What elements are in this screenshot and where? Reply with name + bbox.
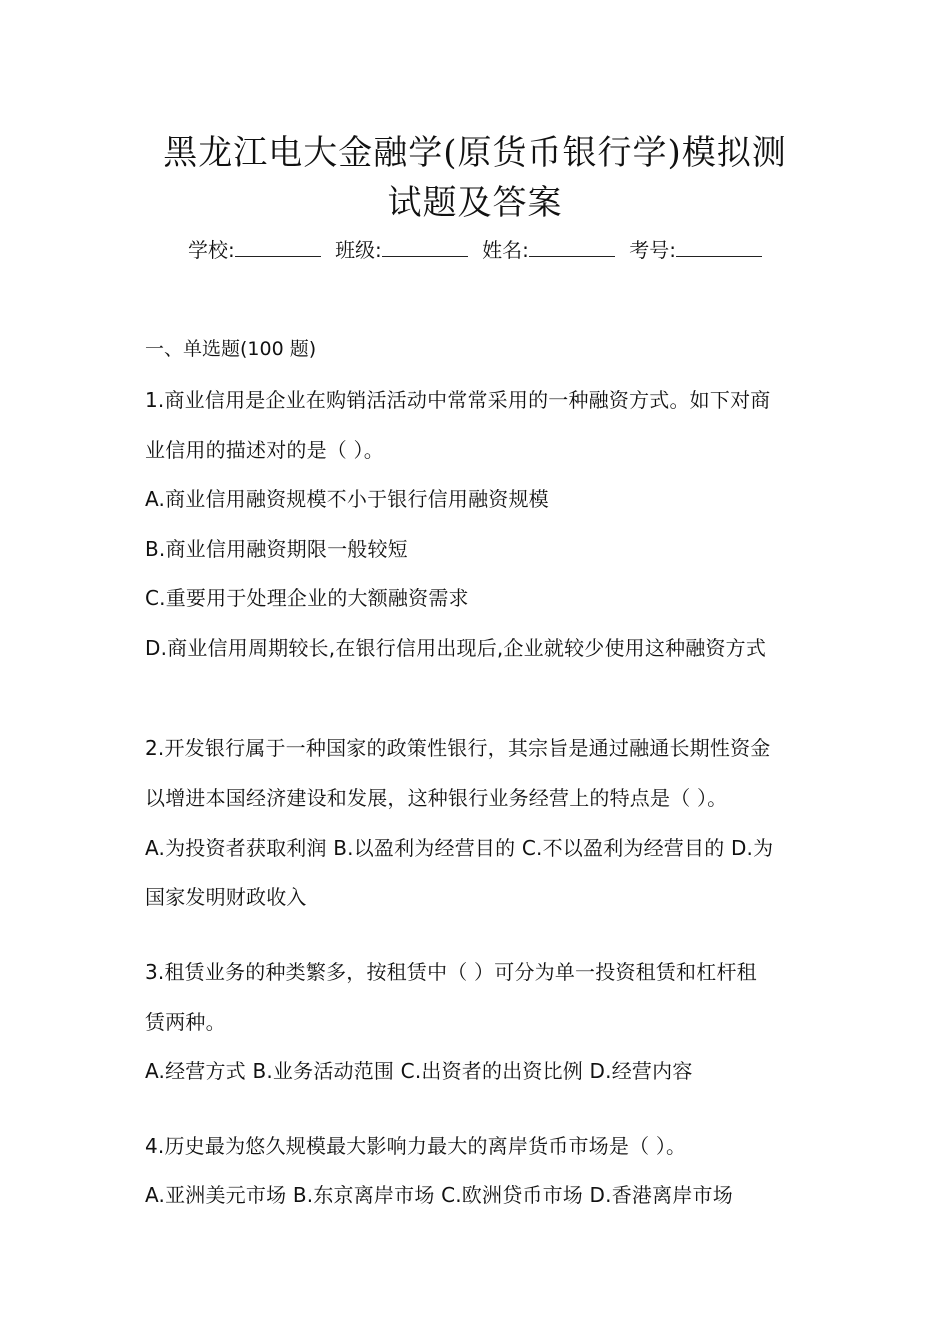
q3-stem-line2: 赁两种。 [145,1010,226,1034]
q3-stem-line1: 3.租赁业务的种类繁多，按租赁中（ ）可分为单一投资租赁和杠杆租 [145,960,757,984]
school-field [188,238,321,262]
document-title-line1: 黑龙江电大金融学(原货币银行学)模拟测 [163,133,787,173]
student-info-line [0,234,950,266]
class-label: 班级: [335,238,382,262]
q1-option-a: A.商业信用融资规模不小于银行信用融资规模 [145,487,549,511]
q1-stem-line2: 业信用的描述对的是（ ）。 [145,438,384,462]
q2-options-line2: 国家发明财政收入 [145,885,307,909]
q1-option-b: B.商业信用融资期限一般较短 [145,537,408,561]
document-title-line2: 试题及答案 [387,183,563,223]
exam-number-blank [676,236,762,257]
q2-stem-line1: 2.开发银行属于一种国家的政策性银行，其宗旨是通过融通长期性资金 [145,736,771,760]
q1-option-c: C.重要用于处理企业的大额融资需求 [145,586,469,610]
class-blank [382,236,468,257]
q1-option-d: D.商业信用周期较长,在银行信用出现后,企业就较少使用这种融资方式 [145,636,767,660]
section-title: 一、单选题(100 题) [145,338,317,360]
q2-stem-line2: 以增进本国经济建设和发展，这种银行业务经营上的特点是（ ）。 [145,786,728,810]
q4-stem-line1: 4.历史最为悠久规模最大影响力最大的离岸货币市场是（ ）。 [145,1134,687,1158]
q3-options-line1: A.经营方式 B.业务活动范围 C.出资者的出资比例 D.经营内容 [145,1059,693,1083]
school-label: 学校: [187,238,235,262]
q2-options-line1: A.为投资者获取利润 B.以盈利为经营目的 C.不以盈利为经营目的 D.为 [145,836,774,860]
name-field [482,238,615,262]
class-field [335,238,468,262]
exam-number-field [629,238,762,262]
q1-stem-line1: 1.商业信用是企业在购销活活动中常常采用的一种融资方式。如下对商 [145,388,771,412]
school-blank [235,236,321,257]
name-label: 姓名: [482,238,529,262]
q4-options-line1: A.亚洲美元市场 B.东京离岸市场 C.欧洲贷币市场 D.香港离岸市场 [145,1183,733,1207]
name-blank [529,236,615,257]
exam-number-label: 考号: [629,238,677,262]
